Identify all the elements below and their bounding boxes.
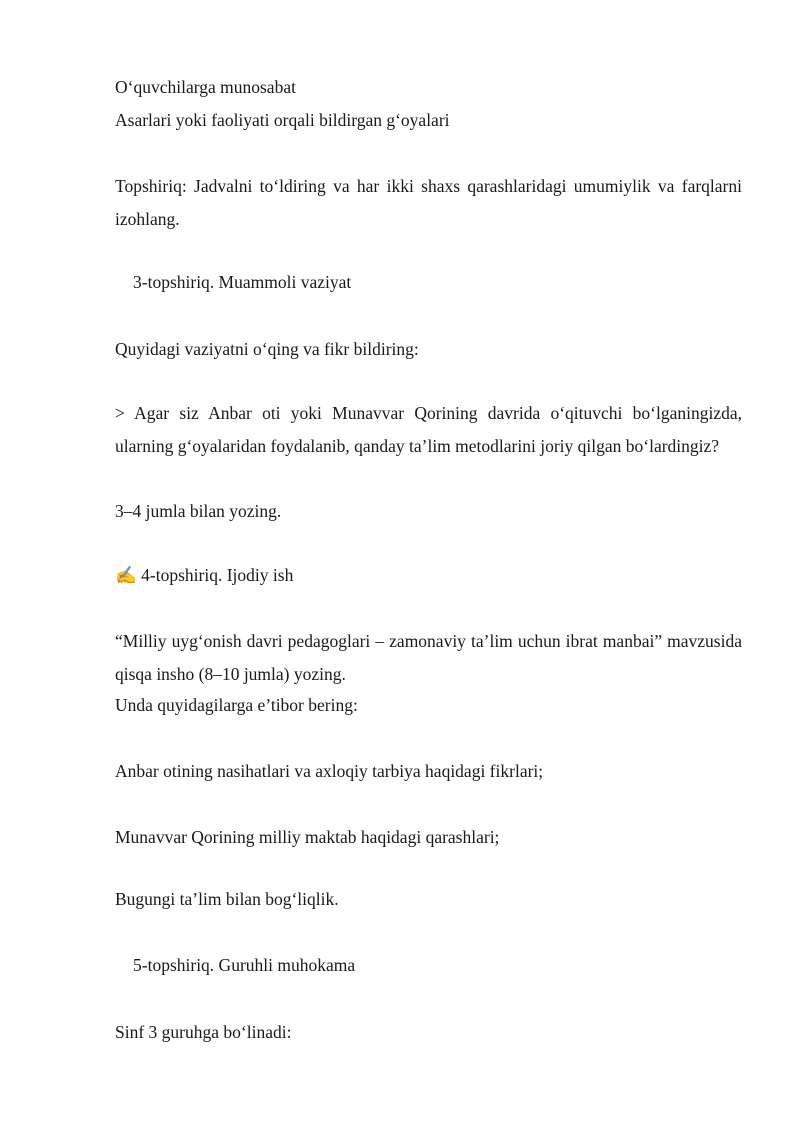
- task-paragraph: Topshiriq: Jadvalni to‘ldiring va har ikki shaxs qarashlaridagi umumiylik va farqlarni izohlang.: [115, 176, 742, 229]
- section-heading-5: 5-topshiriq. Guruhli muhokama: [133, 955, 356, 975]
- list-item: Munavvar Qorining milliy maktab haqidagi qarashlari;: [115, 827, 500, 847]
- text-line: Unda quyidagilarga e’tibor bering:: [115, 695, 358, 715]
- list-item: Bugungi ta’lim bilan bog‘liqlik.: [115, 889, 339, 909]
- text-line: 3–4 jumla bilan yozing.: [115, 501, 282, 521]
- essay-paragraph: “Milliy uyg‘onish davri pedagoglari – zamonaviy ta’lim uchun ibrat manbai” mavzusida qisqa insho (8–10 jumla) yozing.: [115, 631, 742, 684]
- text-line: Asarlari yoki faoliyati orqali bildirgan g‘oyalari: [115, 110, 450, 130]
- text-line: O‘quvchilarga munosabat: [115, 77, 296, 97]
- quote-paragraph: > Agar siz Anbar oti yoki Munavvar Qorining davrida o‘qituvchi bo‘lganingizda, ularning g‘oyalaridan foydalanib, qanday ta’lim metodlarini joriy qilgan bo‘lardingiz?: [115, 403, 742, 456]
- text-line: Quyidagi vaziyatni o‘qing va fikr bildiring:: [115, 339, 419, 359]
- section-heading-4: ✍ 4-topshiriq. Ijodiy ish: [115, 565, 294, 585]
- list-item: Anbar otining nasihatlari va axloqiy tarbiya haqidagi fikrlari;: [115, 761, 544, 781]
- section-heading-3: 3-topshiriq. Muammoli vaziyat: [133, 272, 352, 292]
- text-line: Sinf 3 guruhga bo‘linadi:: [115, 1022, 292, 1042]
